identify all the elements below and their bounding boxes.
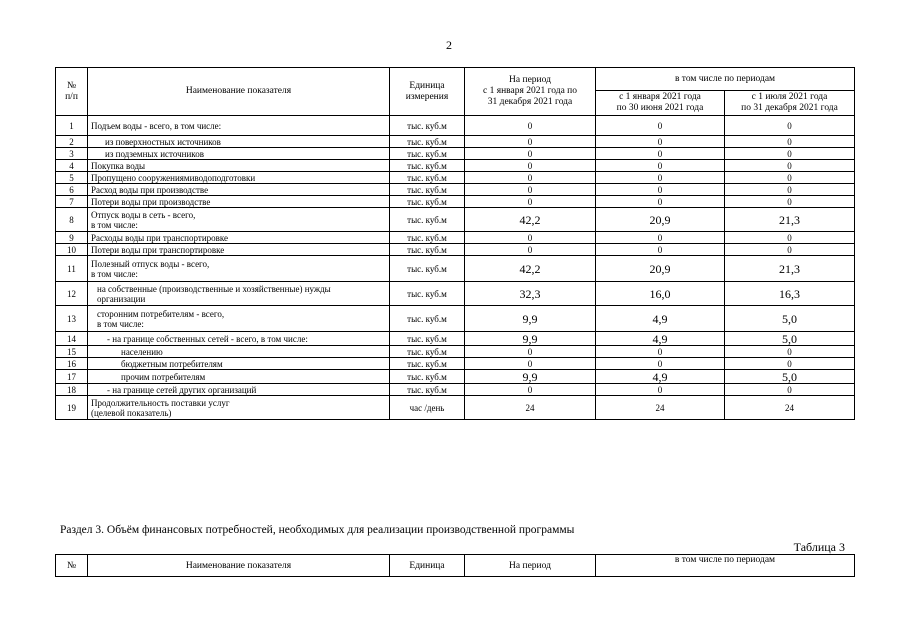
table-row bbox=[56, 282, 855, 306]
row-period-1: 0 bbox=[596, 196, 725, 208]
row-period-1: 0 bbox=[596, 172, 725, 184]
row-period-2: 0 bbox=[725, 232, 855, 244]
row-total: 42,2 bbox=[465, 256, 596, 282]
row-unit: тыс. куб.м bbox=[390, 208, 465, 232]
table-row bbox=[56, 172, 855, 184]
row-name: прочим потребителям bbox=[88, 370, 390, 384]
header-unit: Единица измерения bbox=[390, 68, 465, 116]
row-total: 0 bbox=[465, 346, 596, 358]
row-period-2: 21,3 bbox=[725, 256, 855, 282]
row-total: 9,9 bbox=[465, 332, 596, 346]
row-period-2: 0 bbox=[725, 148, 855, 160]
row-unit: тыс. куб.м bbox=[390, 244, 465, 256]
table-row bbox=[56, 148, 855, 160]
row-total: 0 bbox=[465, 384, 596, 396]
row-period-2: 0 bbox=[725, 346, 855, 358]
row-total: 42,2 bbox=[465, 208, 596, 232]
row-num: 11 bbox=[56, 256, 88, 282]
table-row bbox=[56, 358, 855, 370]
row-num: 5 bbox=[56, 172, 88, 184]
row-period-1: 0 bbox=[596, 384, 725, 396]
row-total: 9,9 bbox=[465, 370, 596, 384]
table-body bbox=[56, 116, 855, 420]
row-total: 0 bbox=[465, 172, 596, 184]
table-3-label: Таблица 3 bbox=[793, 540, 845, 554]
row-unit: час /день bbox=[390, 396, 465, 420]
row-name: на собственные (производственные и хозяйственные) нужды организации bbox=[88, 282, 390, 306]
header-period-2: с 1 июля 2021 года по 31 декабря 2021 года bbox=[725, 91, 855, 116]
row-period-1: 0 bbox=[596, 358, 725, 370]
header-num: № п/п bbox=[56, 68, 88, 116]
row-num: 4 bbox=[56, 160, 88, 172]
row-name: Подъем воды - всего, в том числе: bbox=[88, 116, 390, 136]
row-period-2: 5,0 bbox=[725, 332, 855, 346]
table-row bbox=[56, 256, 855, 282]
row-num: 18 bbox=[56, 384, 88, 396]
row-period-1: 0 bbox=[596, 346, 725, 358]
row-name: Продолжительность поставки услуг (целевой показатель) bbox=[88, 396, 390, 420]
row-period-2: 5,0 bbox=[725, 306, 855, 332]
page-number: 2 bbox=[446, 38, 452, 52]
row-total: 0 bbox=[465, 148, 596, 160]
row-num: 19 bbox=[56, 396, 88, 420]
table-row bbox=[56, 136, 855, 148]
row-unit: тыс. куб.м bbox=[390, 160, 465, 172]
row-num: 9 bbox=[56, 232, 88, 244]
row-name: из поверхностных источников bbox=[88, 136, 390, 148]
table-row bbox=[56, 184, 855, 196]
table-row bbox=[56, 396, 855, 420]
row-name: Потери воды при транспортировке bbox=[88, 244, 390, 256]
t3-header-unit: Единица bbox=[390, 555, 465, 577]
row-period-2: 0 bbox=[725, 160, 855, 172]
row-period-2: 21,3 bbox=[725, 208, 855, 232]
row-num: 1 bbox=[56, 116, 88, 136]
production-indicators-table bbox=[55, 67, 855, 420]
row-period-1: 0 bbox=[596, 116, 725, 136]
row-total: 0 bbox=[465, 232, 596, 244]
row-unit: тыс. куб.м bbox=[390, 358, 465, 370]
row-unit: тыс. куб.м bbox=[390, 172, 465, 184]
row-unit: тыс. куб.м bbox=[390, 370, 465, 384]
row-period-1: 0 bbox=[596, 244, 725, 256]
row-unit: тыс. куб.м bbox=[390, 136, 465, 148]
row-period-1: 20,9 bbox=[596, 208, 725, 232]
row-total: 0 bbox=[465, 116, 596, 136]
row-name: населению bbox=[88, 346, 390, 358]
row-period-2: 0 bbox=[725, 244, 855, 256]
row-period-1: 0 bbox=[596, 184, 725, 196]
table-row bbox=[56, 196, 855, 208]
row-period-1: 4,9 bbox=[596, 306, 725, 332]
table-row bbox=[56, 244, 855, 256]
row-num: 16 bbox=[56, 358, 88, 370]
row-num: 7 bbox=[56, 196, 88, 208]
row-period-1: 24 bbox=[596, 396, 725, 420]
row-name: - на границе собственных сетей - всего, в том числе: bbox=[88, 332, 390, 346]
row-num: 10 bbox=[56, 244, 88, 256]
row-unit: тыс. куб.м bbox=[390, 306, 465, 332]
row-total: 0 bbox=[465, 358, 596, 370]
row-num: 17 bbox=[56, 370, 88, 384]
row-unit: тыс. куб.м bbox=[390, 282, 465, 306]
row-num: 6 bbox=[56, 184, 88, 196]
row-name: Потери воды при производстве bbox=[88, 196, 390, 208]
row-name: из подземных источников bbox=[88, 148, 390, 160]
table-row bbox=[56, 116, 855, 136]
row-name: бюджетным потребителям bbox=[88, 358, 390, 370]
row-unit: тыс. куб.м bbox=[390, 256, 465, 282]
row-unit: тыс. куб.м bbox=[390, 232, 465, 244]
row-period-2: 5,0 bbox=[725, 370, 855, 384]
row-num: 13 bbox=[56, 306, 88, 332]
row-period-1: 20,9 bbox=[596, 256, 725, 282]
row-period-2: 0 bbox=[725, 196, 855, 208]
row-total: 32,3 bbox=[465, 282, 596, 306]
table-row bbox=[56, 332, 855, 346]
row-total: 0 bbox=[465, 196, 596, 208]
row-unit: тыс. куб.м bbox=[390, 384, 465, 396]
header-periods: в том числе по периодам bbox=[596, 68, 855, 91]
row-total: 0 bbox=[465, 136, 596, 148]
row-num: 15 bbox=[56, 346, 88, 358]
row-period-1: 0 bbox=[596, 148, 725, 160]
row-period-1: 0 bbox=[596, 136, 725, 148]
row-unit: тыс. куб.м bbox=[390, 196, 465, 208]
row-unit: тыс. куб.м bbox=[390, 332, 465, 346]
row-period-1: 0 bbox=[596, 232, 725, 244]
row-num: 12 bbox=[56, 282, 88, 306]
section-3-title: Раздел 3. Объём финансовых потребностей, необходимых для реализации производственной программы bbox=[60, 524, 575, 536]
row-total: 9,9 bbox=[465, 306, 596, 332]
table-row bbox=[56, 306, 855, 332]
table-row bbox=[56, 232, 855, 244]
row-total: 24 bbox=[465, 396, 596, 420]
header-period-1: с 1 января 2021 года по 30 июня 2021 года bbox=[596, 91, 725, 116]
row-total: 0 bbox=[465, 184, 596, 196]
table-row bbox=[56, 160, 855, 172]
row-unit: тыс. куб.м bbox=[390, 346, 465, 358]
table-row bbox=[56, 346, 855, 358]
row-period-1: 4,9 bbox=[596, 332, 725, 346]
row-total: 0 bbox=[465, 160, 596, 172]
row-total: 0 bbox=[465, 244, 596, 256]
row-name: Полезный отпуск воды - всего, в том числе: bbox=[88, 256, 390, 282]
row-unit: тыс. куб.м bbox=[390, 184, 465, 196]
row-num: 2 bbox=[56, 136, 88, 148]
financial-needs-table bbox=[55, 554, 855, 577]
row-period-2: 0 bbox=[725, 358, 855, 370]
row-period-2: 0 bbox=[725, 172, 855, 184]
row-name: сторонним потребителям - всего, в том числе: bbox=[88, 306, 390, 332]
row-num: 3 bbox=[56, 148, 88, 160]
row-period-2: 0 bbox=[725, 136, 855, 148]
row-period-1: 16,0 bbox=[596, 282, 725, 306]
row-unit: тыс. куб.м bbox=[390, 148, 465, 160]
row-period-2: 0 bbox=[725, 116, 855, 136]
table-row bbox=[56, 384, 855, 396]
table-row bbox=[56, 370, 855, 384]
row-name: - на границе сетей других организаций bbox=[88, 384, 390, 396]
row-period-1: 0 bbox=[596, 160, 725, 172]
t3-header-total: На период bbox=[465, 555, 596, 577]
row-name: Отпуск воды в сеть - всего, в том числе: bbox=[88, 208, 390, 232]
row-name: Покупка воды bbox=[88, 160, 390, 172]
t3-header-name: Наименование показателя bbox=[88, 555, 390, 577]
row-period-2: 0 bbox=[725, 184, 855, 196]
row-period-2: 16,3 bbox=[725, 282, 855, 306]
row-unit: тыс. куб.м bbox=[390, 116, 465, 136]
row-period-2: 24 bbox=[725, 396, 855, 420]
header-total-period: На период с 1 января 2021 года по 31 декабря 2021 года bbox=[465, 68, 596, 116]
row-num: 8 bbox=[56, 208, 88, 232]
row-num: 14 bbox=[56, 332, 88, 346]
table-row bbox=[56, 208, 855, 232]
header-name: Наименование показателя bbox=[88, 68, 390, 116]
row-period-1: 4,9 bbox=[596, 370, 725, 384]
t3-header-num: № bbox=[56, 555, 88, 577]
row-name: Расходы воды при транспортировке bbox=[88, 232, 390, 244]
t3-header-periods: в том числе по периодам bbox=[596, 555, 855, 577]
row-name: Расход воды при производстве bbox=[88, 184, 390, 196]
row-name: Пропущено сооружениямиводоподготовки bbox=[88, 172, 390, 184]
row-period-2: 0 bbox=[725, 384, 855, 396]
